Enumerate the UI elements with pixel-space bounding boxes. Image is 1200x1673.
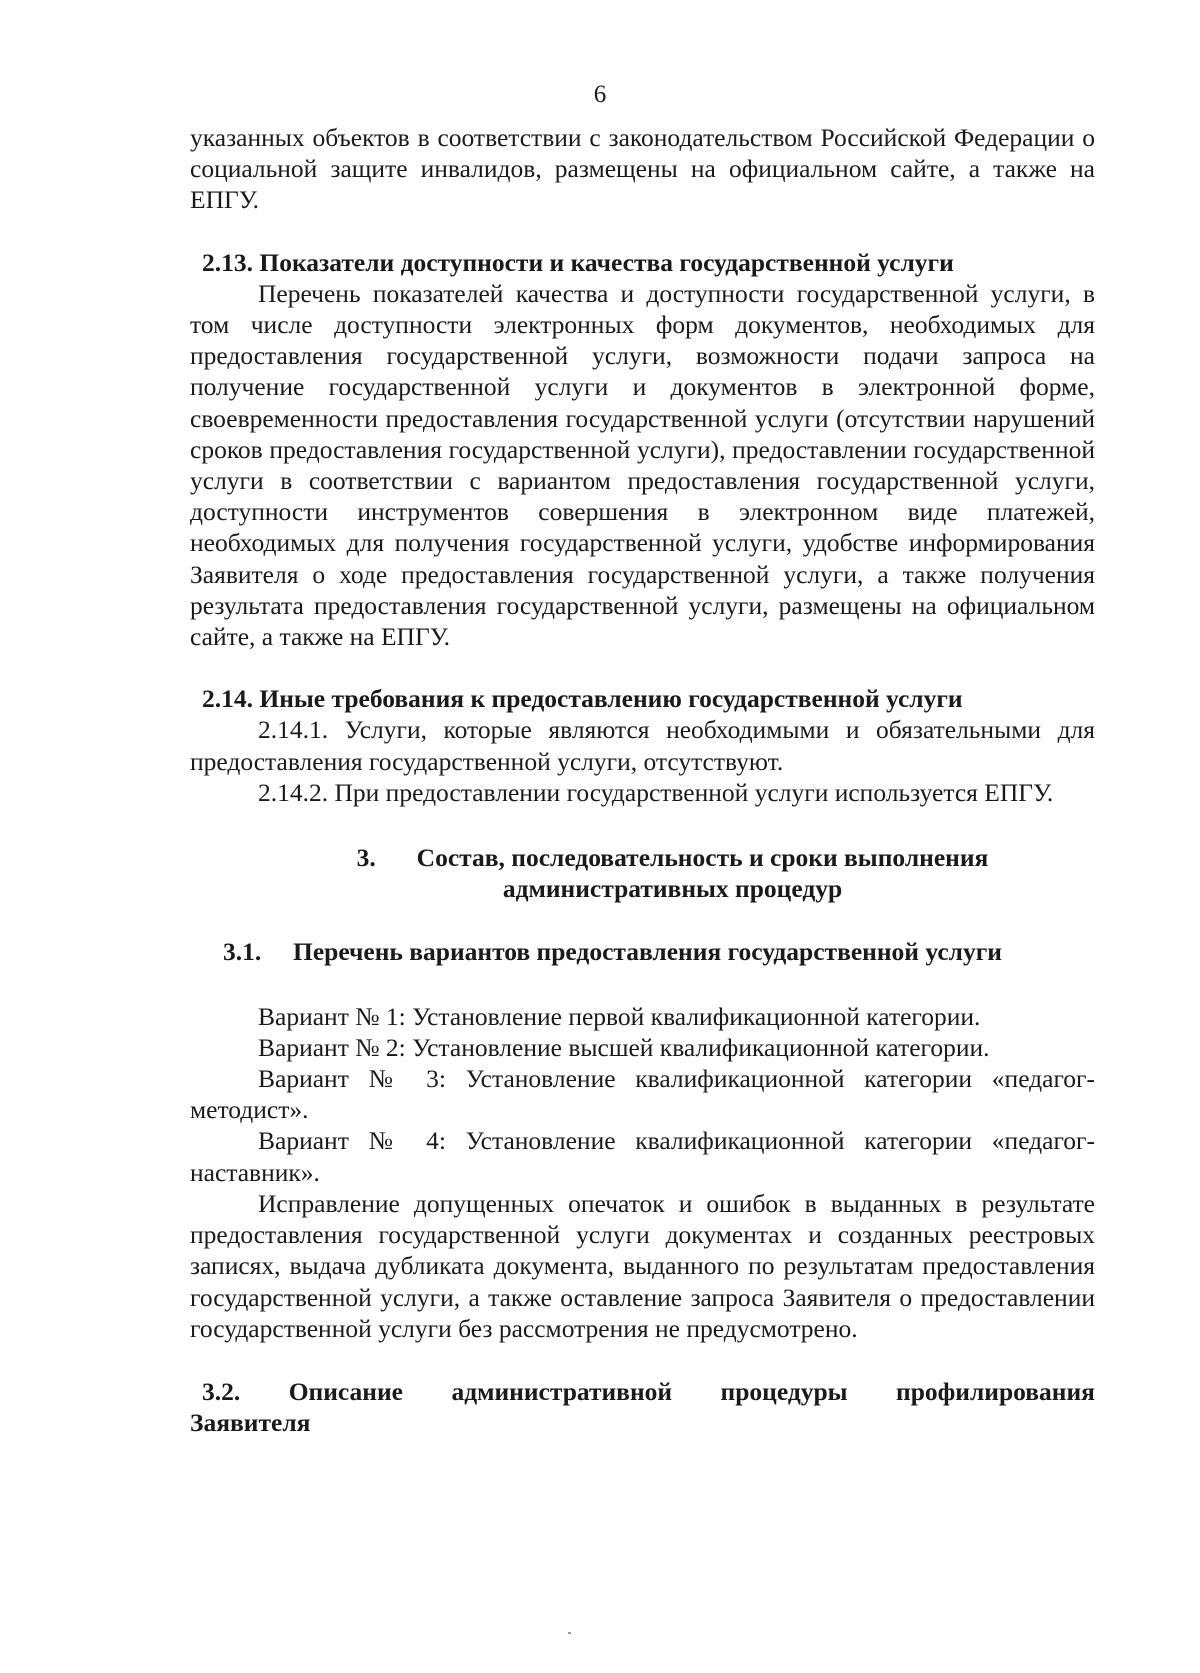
heading-3-2-word-2: Описание <box>288 1376 403 1406</box>
section-3-1-heading-text: Перечень вариантов предоставления государственной услуги <box>293 937 1002 967</box>
variants-note: Исправление допущенных опечаток и ошибок в выданных в результате предоставления государственной услуги документах и созданных реестровых записях, выдача дубликата документа, выданного по результатам предоставления государственной услуги, а также оставление запроса Заявителя о предоставлении государственной услуги без рассмотрения не предусмотрено. <box>190 1188 1095 1343</box>
paragraph-2-14-1: 2.14.1. Услуги, которые являются необходимыми и обязательными для предоставления государственной услуги, отсутствуют. <box>190 715 1095 776</box>
heading-3-2-word-3: административной <box>451 1376 673 1406</box>
heading-3-1 <box>190 936 1095 967</box>
section-3-title-line-1 <box>250 842 1095 873</box>
heading-3-2 <box>190 1376 1095 1438</box>
heading-2-13: 2.13. Показатели доступности и качества государственной услуги <box>202 247 954 277</box>
heading-3-2-word-1: 3.2. <box>202 1376 241 1406</box>
heading-3-2-word-4: процедуры <box>720 1376 848 1406</box>
heading-2-14: 2.14. Иные требования к предоставлению государственной услуги <box>202 684 963 714</box>
page-number: 6 <box>593 81 607 108</box>
variant-item-4: Вариант № 4: Установление квалификационной категории «педагог-наставник». <box>190 1126 1095 1187</box>
page-content <box>190 122 1095 1438</box>
heading-3-2-line-1 <box>202 1376 1095 1407</box>
heading-3-2-word-5: профилирования <box>896 1376 1095 1406</box>
section-3-title-text-1: Состав, последовательность и сроки выполнения <box>416 843 989 873</box>
heading-3-2-line-2: Заявителя <box>190 1408 311 1438</box>
variant-item-3: Вариант № 3: Установление квалификационной категории «педагог-методист». <box>190 1064 1095 1125</box>
variant-item-1: Вариант № 1: Установление первой квалификационной категории. <box>258 1001 981 1031</box>
variants-list <box>190 1001 1095 1344</box>
paragraph-2-14-2: 2.14.2. При предоставлении государственной услуги используется ЕПГУ. <box>258 777 1054 807</box>
intro-paragraph: указанных объектов в соответствии с законодательством Российской Федерации о социальной защите инвалидов, размещены на официальном сайте, а также на ЕПГУ. <box>190 123 1095 215</box>
variant-item-2: Вариант № 2: Установление высшей квалификационной категории. <box>258 1032 990 1062</box>
paragraph-2-13: Перечень показателей качества и доступности государственной услуги, в том числе доступности электронных форм документов, необходимых для предоставления государственной услуги, возможности подачи запроса на получение государственной услуги и документов в электронной форме, своевременности предоставления государственной услуги (отсутствии нарушений сроков предоставления государственной услуги), предоставлении государственной услуги в соответствии с вариантом предоставления государственной услуги, доступности инструментов совершения в электронном виде платежей, необходимых для получения государственной услуги, удобстве информирования Заявителя о ходе предоставления государственной услуги, а также получения результата предоставления государственной услуги, размещены на официальном сайте, а также на ЕПГУ. <box>190 278 1095 652</box>
section-3-title-line-2: административных процедур <box>502 874 843 904</box>
scan-dot <box>568 1632 571 1634</box>
section-3-title <box>190 842 1095 904</box>
section-3-number: 3. <box>356 843 376 873</box>
section-3-1-number: 3.1. <box>223 937 262 967</box>
